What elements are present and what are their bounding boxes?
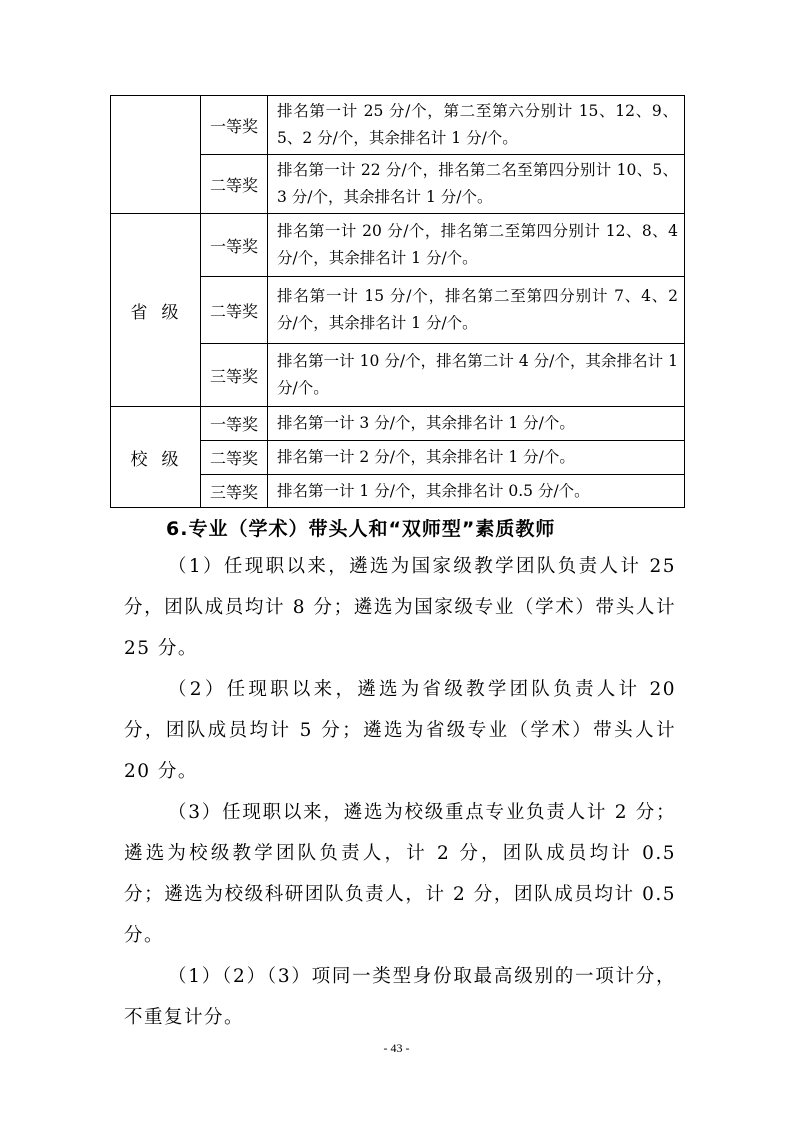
scoring-rule-cell: 排名第一计 2 分/个，其余排名计 1 分/个。 bbox=[268, 441, 685, 475]
table-row bbox=[111, 214, 685, 277]
award-grade-cell: 三等奖 bbox=[201, 344, 268, 407]
award-grade-cell: 一等奖 bbox=[201, 96, 268, 155]
scoring-rule-cell: 排名第一计 20 分/个，排名第二至第四分别计 12、8、4 分/个，其余排名计 1 分/个。 bbox=[268, 214, 685, 277]
scoring-rule-cell: 排名第一计 22 分/个，排名第二名至第四分别计 10、5、3 分/个，其余排名计 1 分/个。 bbox=[268, 155, 685, 214]
award-grade-cell: 二等奖 bbox=[201, 277, 268, 344]
paragraph-scoring-note: （1）（2）（3）项同一类型身份取最高级别的一项计分，不重复计分。 bbox=[124, 966, 676, 1028]
award-grade-cell: 一等奖 bbox=[201, 407, 268, 441]
scoring-rule-cell: 排名第一计 15 分/个，排名第二至第四分别计 7、4、2 分/个，其余排名计 1 分/个。 bbox=[268, 277, 685, 344]
scoring-rule-cell: 排名第一计 3 分/个，其余排名计 1 分/个。 bbox=[268, 407, 685, 441]
paragraph-provincial-level: （2）任现职以来，遴选为省级教学团队负责人计 20 分，团队成员均计 5 分；遴选为省级专业（学术）带头人计 20 分。 bbox=[124, 679, 676, 782]
level-cell: 省级 bbox=[111, 214, 201, 407]
scoring-rule-cell: 排名第一计 10 分/个，排名第二计 4 分/个，其余排名计 1 分/个。 bbox=[268, 344, 685, 407]
page-number: - 43 - bbox=[383, 1041, 410, 1055]
level-cell bbox=[111, 96, 201, 214]
award-grade-cell: 三等奖 bbox=[201, 475, 268, 508]
award-grade-cell: 二等奖 bbox=[201, 441, 268, 475]
award-scoring-table bbox=[110, 95, 685, 508]
table-row bbox=[111, 407, 685, 441]
award-grade-cell: 二等奖 bbox=[201, 155, 268, 214]
scoring-rule-cell: 排名第一计 25 分/个，第二至第六分别计 15、12、9、5、2 分/个，其余排名计 1 分/个。 bbox=[268, 96, 685, 155]
table-row bbox=[111, 96, 685, 155]
paragraph-national-level: （1）任现职以来，遴选为国家级教学团队负责人计 25 分，团队成员均计 8 分；遴选为国家级专业（学术）带头人计 25 分。 bbox=[124, 556, 676, 659]
level-cell: 校级 bbox=[111, 407, 201, 508]
scoring-rule-cell: 排名第一计 1 分/个，其余排名计 0.5 分/个。 bbox=[268, 475, 685, 508]
section-heading: 6.专业（学术）带头人和“双师型”素质教师 bbox=[166, 518, 556, 540]
paragraph-school-level: （3）任现职以来，遴选为校级重点专业负责人计 2 分；遴选为校级教学团队负责人，计 2 分，团队成员均计 0.5 分；遴选为校级科研团队负责人，计 2 分，团队成员均计 0.5 分。 bbox=[124, 802, 676, 946]
award-grade-cell: 一等奖 bbox=[201, 214, 268, 277]
